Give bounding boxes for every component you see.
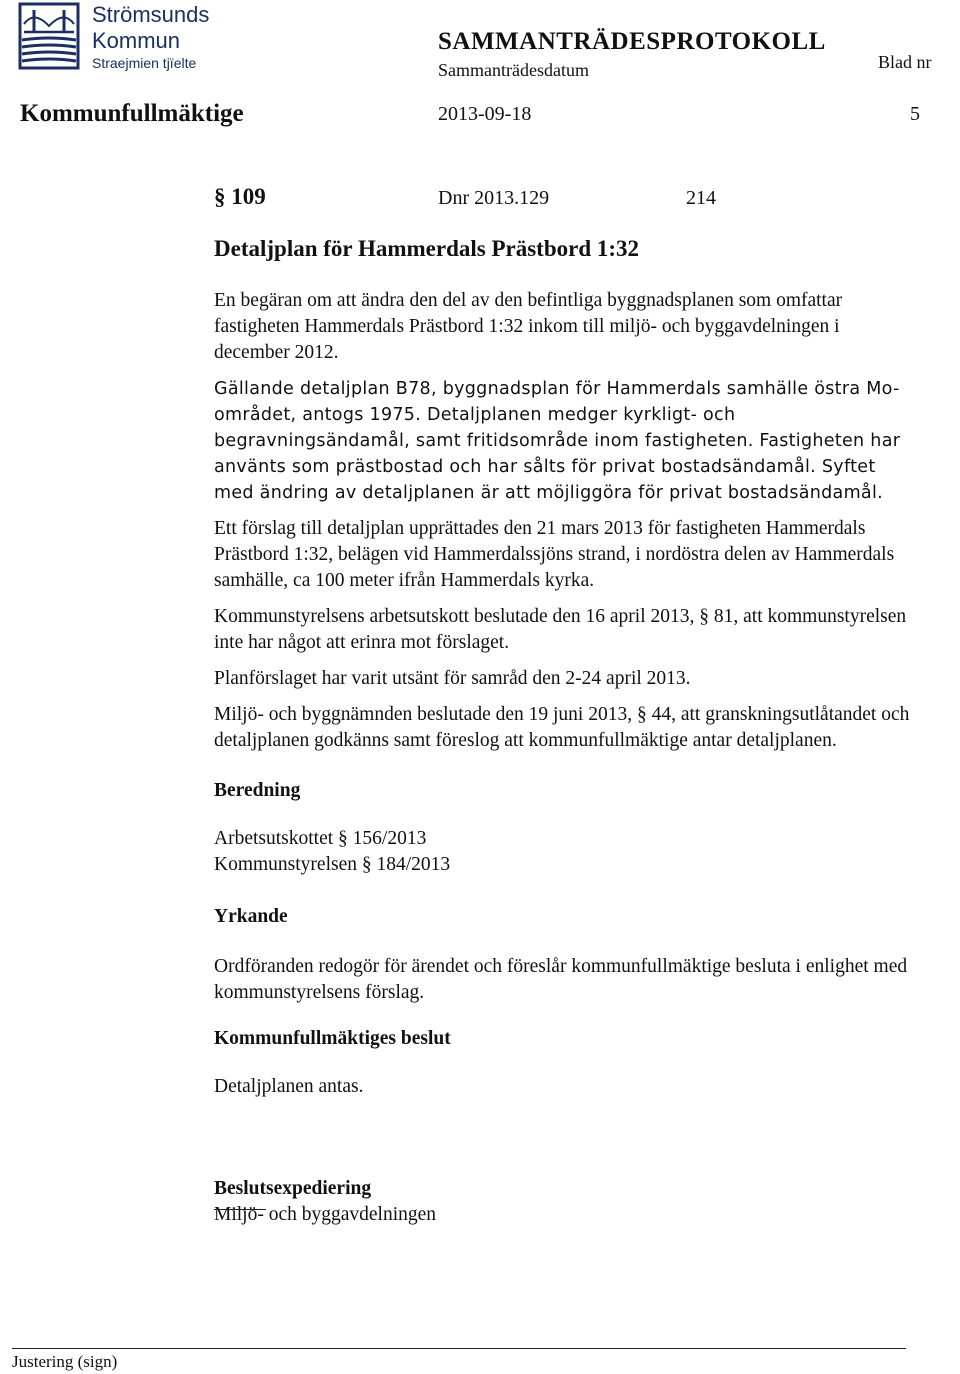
yrkande-text: Ordföranden redogör för ärendet och föreslår kommunfullmäktige besluta i enlighet med kommunstyrelsens förslag. [214, 956, 908, 1003]
beslut-text: Detaljplanen antas. [214, 1076, 364, 1097]
protocol-title: SAMMANTRÄDESPROTOKOLL [438, 28, 826, 55]
section-number: § 109 [214, 184, 266, 209]
bridge-water-emblem-icon [18, 2, 80, 70]
yrkande-heading: Yrkande [214, 906, 288, 927]
body-paragraph: Ett förslag till detaljplan upprättades den 21 mars 2013 för fastigheten Hammerdals Prästbord 1:32, belägen vid Hammerdalssjöns strand, i nordöstra delen av Hammerdals samhälle, ca 100 meter ifrån Hammerdals kyrka. [214, 518, 895, 591]
dnr-number: Dnr 2013.129 [438, 187, 550, 209]
separator-line [214, 1209, 266, 1210]
body-paragraph: Planförslaget har varit utsänt för samråd den 2-24 april 2013. [214, 668, 691, 689]
justering-label: Justering (sign) [12, 1352, 118, 1371]
municipality-logo [18, 2, 218, 72]
beslut-heading: Kommunfullmäktiges beslut [214, 1028, 451, 1049]
expediering-heading: Beslutsexpediering [214, 1178, 372, 1199]
meeting-date: 2013-09-18 [438, 103, 532, 125]
logo-name-line2: Kommun [92, 28, 181, 53]
logo-name-line3: Straejmien tjïelte [92, 55, 197, 71]
body-paragraph: Kommunstyrelsens arbetsutskott beslutade den 16 april 2013, § 81, att kommunstyrelsen inte har något att erinra mot förslaget. [214, 606, 907, 653]
page-number: 5 [910, 103, 920, 125]
footer-rule [12, 1348, 906, 1349]
expediering-text: Miljö- och byggavdelningen [214, 1204, 437, 1225]
organ-name: Kommunfullmäktige [20, 100, 244, 127]
beredning-heading: Beredning [214, 780, 301, 801]
page-number-label: Blad nr [878, 52, 932, 72]
body-paragraph: Gällande detaljplan B78, byggnadsplan för Hammerdals samhälle östra Mo-området, antogs 1975. Detaljplanen medger kyrkligt- och begravningsändamål, samt fritidsområde inom fastigheten. Fastigheten har använts som prästbostad och har sålts för privat bostadsändamål. Syftet med ändring av detaljplanen är att möjliggöra för privat bostadsändamål. [214, 379, 901, 503]
body-paragraph: Miljö- och byggnämnden beslutade den 19 juni 2013, § 44, att granskningsutlåtandet och detaljplanen godkänns samt föreslog att kommunfullmäktige antar detaljplanen. [214, 704, 910, 751]
beredning-item: Kommunstyrelsen § 184/2013 [214, 854, 451, 875]
section-line [214, 184, 716, 210]
beredning-item: Arbetsutskottet § 156/2013 [214, 828, 427, 849]
logo-name-line1: Strömsunds [92, 2, 210, 27]
meeting-date-label: Sammanträdesdatum [438, 60, 589, 80]
reference-number: 214 [686, 187, 716, 209]
section-title: Detaljplan för Hammerdals Prästbord 1:32 [214, 236, 640, 261]
body-paragraph: En begäran om att ändra den del av den befintliga byggnadsplanen som omfattar fastigheten Hammerdals Prästbord 1:32 inkom till miljö- och byggavdelningen i december 2012. [214, 290, 843, 363]
document-body [214, 288, 914, 1228]
